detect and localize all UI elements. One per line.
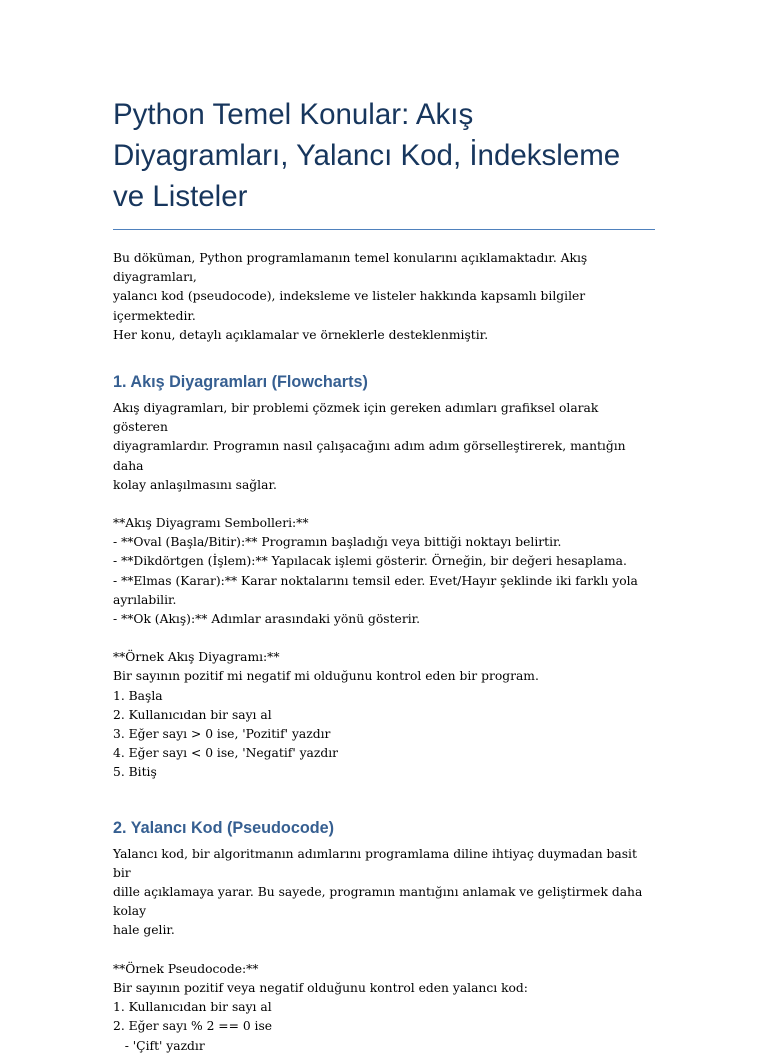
section-description-flowcharts: Akış diyagramları, bir problemi çözmek için gereken adımları grafiksel olarak gösteren diyagramlardır. Programın nasıl çalışacağını adım adım görselleştirerek, mantığın daha kolay anlaşılmasını sağlar. bbox=[113, 401, 626, 492]
pseudocode-example: **Örnek Pseudocode:** Bir sayının pozitif veya negatif olduğunu kontrol eden yalancı kod: 1. Kullanıcıdan bir sayı al 2. Eğer sayı % 2 == 0 ise - 'Çift' yazdır bbox=[113, 961, 528, 1053]
document-title: Python Temel Konular: Akış Diyagramları, Yalancı Kod, İndeksleme ve Listeler bbox=[113, 98, 621, 213]
title-divider bbox=[113, 229, 655, 230]
flowchart-example: **Örnek Akış Diyagramı:** Bir sayının pozitif mi negatif mi olduğunu kontrol eden bir program. 1. Başla 2. Kullanıcıdan bir sayı al 3. Eğer sayı > 0 ise, 'Pozitif' yazdır 4. Eğer sayı < 0 ise, 'Negatif' yazdır 5. Bitiş bbox=[113, 650, 539, 780]
section-heading-flowcharts: 1. Akış Diyagramları (Flowcharts) bbox=[113, 373, 368, 392]
spacer bbox=[113, 629, 656, 648]
spacer bbox=[113, 495, 656, 514]
section-heading-pseudocode: 2. Yalancı Kod (Pseudocode) bbox=[113, 818, 334, 837]
intro-paragraph: Bu döküman, Python programlamanın temel konularını açıklamaktadır. Akış diyagramları, yalancı kod (pseudocode), indeksleme ve listeler hakkında kapsamlı bilgiler içermektedir. Her konu, detaylı açıklamalar ve örneklerle desteklenmiştir. bbox=[113, 251, 588, 342]
flowchart-symbols-list: **Akış Diyagramı Sembolleri:** - **Oval (Başla/Bitir):** Programın başladığı veya bittiği noktayı belirtir. - **Dikdörtgen (İşlem):** Yapılacak işlemi gösterir. Örneğin, bir değeri hesaplama. - **Elmas (Karar):** Karar noktalarını temsil eder. Evet/Hayır şeklinde iki farklı yola ayrılabilir. - **Ok (Akış):** Adımlar arasındaki yönü gösterir. bbox=[113, 516, 638, 627]
section-description-pseudocode: Yalancı kod, bir algoritmanın adımlarını programlama diline ihtiyaç duymadan basit bir dille açıklamaya yarar. Bu sayede, programın mantığını anlamak ve geliştirmek daha kolay hale gelir. bbox=[113, 846, 643, 938]
spacer bbox=[113, 941, 656, 960]
spacer bbox=[113, 783, 656, 809]
